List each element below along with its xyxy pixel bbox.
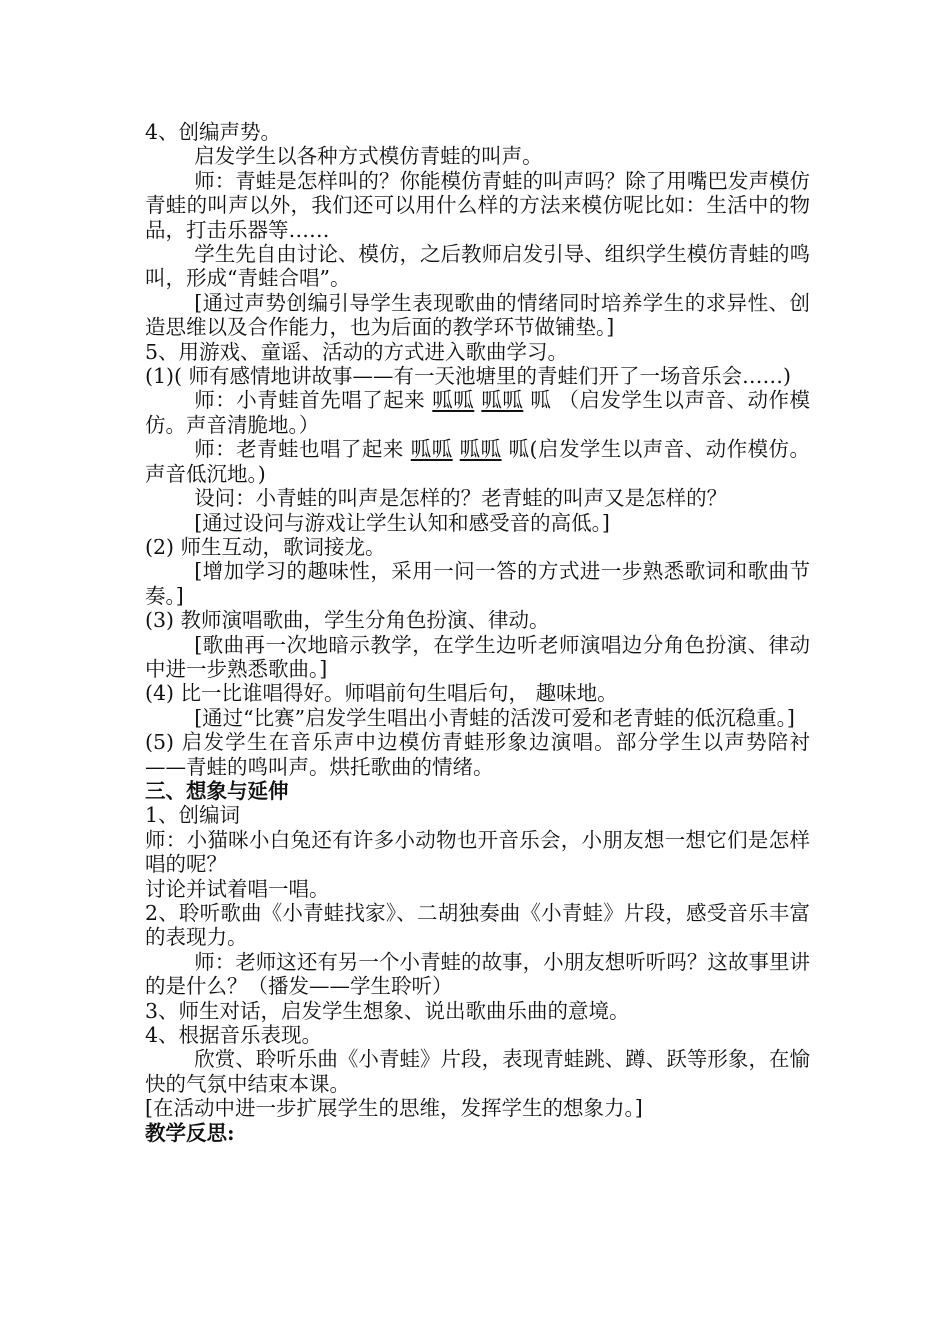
heading-teaching-reflection: 教学反思:: [145, 1120, 235, 1145]
paragraph-discuss-sing: 讨论并试着唱一唱。: [145, 876, 330, 901]
heading-3-dialogue: 3、师生对话，启发学生想象、说出歌曲乐曲的意境。: [145, 998, 630, 1023]
heading-4-create-body-percussion: 4、创编声势。: [145, 120, 282, 144]
underlined-croak: 呱呱: [432, 388, 475, 413]
underlined-croak: 呱呱: [459, 437, 502, 462]
note-pitch-recognition: [通过设问与游戏让学生认知和感受音的高低。]: [194, 510, 610, 535]
paragraph-appreciate-end-class: 欣赏、聆听乐曲《小青蛙》片段，表现青蛙跳、蹲、跃等形象，在愉快的气氛中结束本课。: [145, 1047, 810, 1096]
heading-4-music-performance: 4、根据音乐表现。: [145, 1023, 323, 1048]
note-song-again: [歌曲再一次地暗示教学，在学生边听老师演唱边分角色扮演、律动中进一步熟悉歌曲。]: [145, 632, 810, 681]
underlined-croak: 呱呱: [410, 437, 453, 462]
section-heading-imagination-extension: 三、想象与延伸: [145, 778, 289, 803]
text-segment: 呱(启发学生以声音、动作模仿。声音低沉地。): [145, 437, 810, 486]
note-expand-thinking: [在活动中进一步扩展学生的思维，发挥学生的想象力。]: [145, 1096, 643, 1121]
heading-5-game-song-learning: 5、用游戏、童谣、活动的方式进入歌曲学习。: [145, 339, 569, 364]
text-segment: 呱 （启发学生以声音、动作模仿。声音清脆地。）: [145, 388, 810, 437]
text-segment: [453, 437, 460, 461]
document-page: [145, 120, 810, 1145]
paragraph-inspire-imitation: 启发学生以各种方式模仿青蛙的叫声。: [194, 144, 543, 169]
paragraph-teacher-question-frog-sound: 师：青蛙是怎样叫的？你能模仿青蛙的叫声吗？除了用嘴巴发声模仿青蛙的叫声以外，我们还可以用什么样的方法来模仿呢比如：生活中的物品，打击乐器等……: [145, 168, 810, 242]
note-body-percussion-purpose: [通过声势创编引导学生表现歌曲的情绪同时培养学生的求异性、创造思维以及合作能力，也为后面的教学环节做铺垫。]: [145, 290, 810, 340]
item-2-interaction: (2) 师生互动，歌词接龙。: [145, 534, 386, 559]
underlined-croak: 呱呱: [481, 388, 524, 413]
item-5-imitate-perform: (5) 启发学生在音乐声中边模仿青蛙形象边演唱。部分学生以声势陪衬——青蛙的鸣叫声。烘托歌曲的情绪。: [145, 730, 810, 779]
paragraph-students-discuss: 学生先自由讨论、模仿，之后教师启发引导、组织学生模仿青蛙的鸣叫，形成“青蛙合唱”。: [145, 242, 810, 291]
paragraph-another-story: 师：老师这还有另一个小青蛙的故事，小朋友想听听吗？这故事里讲的是什么？（播发——学生聆听）: [145, 949, 810, 999]
item-4-competition: (4) 比一比谁唱得好。师唱前句生唱后句， 趣味地。: [145, 681, 618, 706]
paragraph-old-frog-sings: [145, 437, 810, 486]
paragraph-question: 设问：小青蛙的叫声是怎样的？老青蛙的叫声又是怎样的？: [194, 486, 728, 511]
paragraph-teacher-other-animals: 师：小猫咪小白兔还有许多小动物也开音乐会，小朋友想一想它们是怎样唱的呢？: [145, 827, 810, 877]
paragraph-little-frog-sings: [145, 388, 810, 437]
text-segment: 师：小青蛙首先唱了起来: [194, 388, 433, 413]
text-segment: 师：老青蛙也唱了起来: [194, 437, 411, 462]
heading-1-create-lyrics: 1、创编词: [145, 803, 241, 828]
note-competition: [通过“比赛”启发学生唱出小青蛙的活泼可爱和老青蛙的低沉稳重。]: [194, 705, 795, 730]
heading-2-listen-songs: 2、聆听歌曲《小青蛙找家》、二胡独奏曲《小青蛙》片段，感受音乐丰富的表现力。: [145, 901, 810, 950]
note-interest: [增加学习的趣味性，采用一问一答的方式进一步熟悉歌词和歌曲节奏。]: [145, 559, 810, 608]
item-1-story: (1)( 师有感情地讲故事——有一天池塘里的青蛙们开了一场音乐会……): [145, 364, 792, 389]
item-3-teacher-sings: (3) 教师演唱歌曲，学生分角色扮演、律动。: [145, 608, 550, 633]
